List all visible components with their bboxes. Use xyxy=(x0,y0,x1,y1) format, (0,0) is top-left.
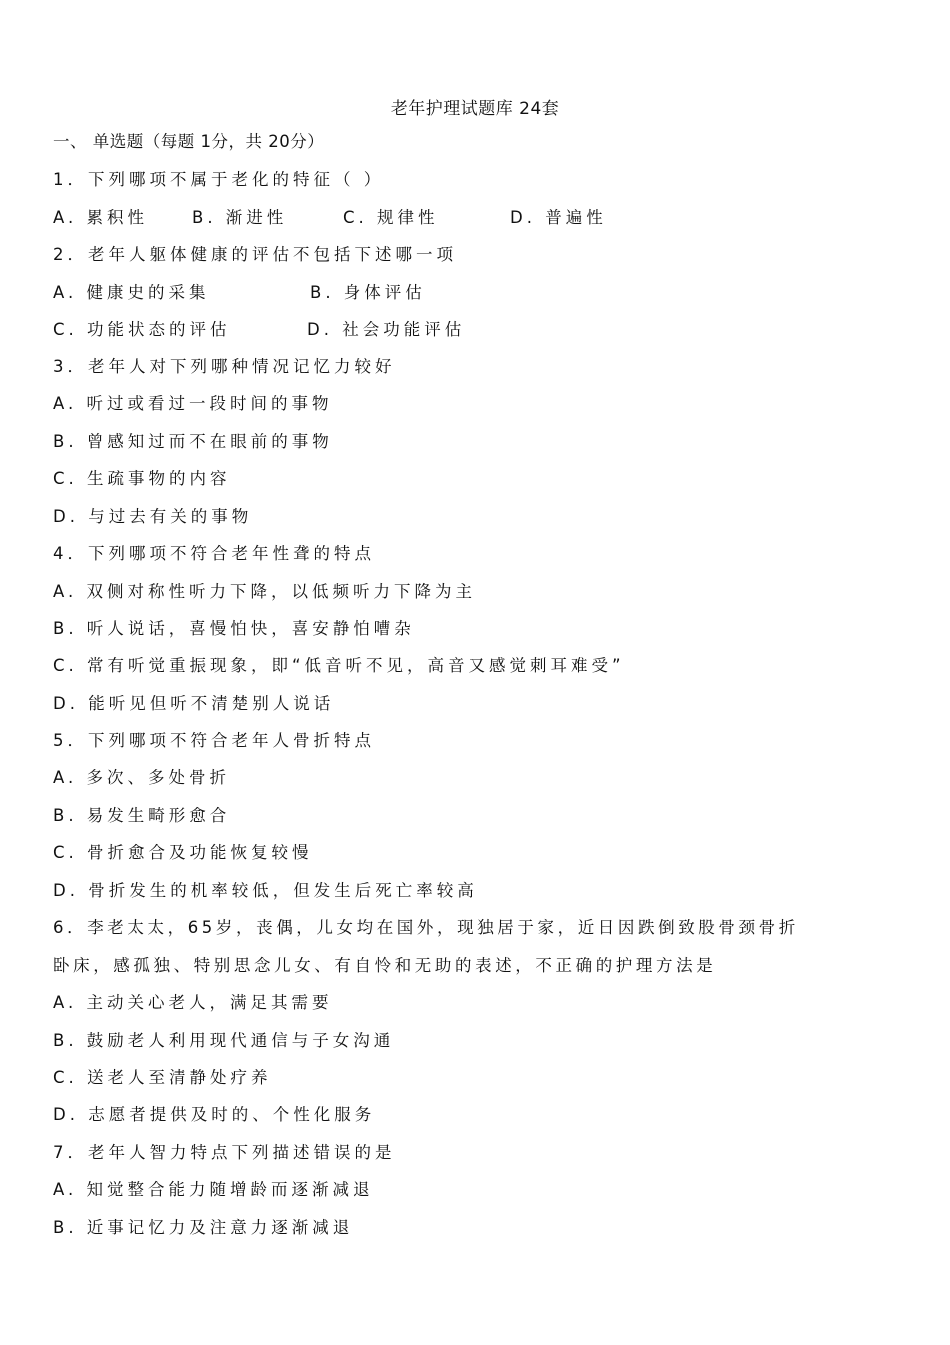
question-7-stem: 7．老年人智力特点下列描述错误的是 xyxy=(53,1143,396,1162)
question-5-option-d: D. 骨折发生的机率较低，但发生后死亡率较高 xyxy=(53,881,478,900)
question-3-option-d: D. 与过去有关的事物 xyxy=(53,507,253,526)
question-5-option-a: A. 多次、多处骨折 xyxy=(53,768,230,787)
question-6-option-c: C. 送老人至清静处疗养 xyxy=(53,1068,272,1087)
question-1-option-c: C. 规律性 xyxy=(343,208,439,227)
question-1-option-a: A. 累积性 xyxy=(53,208,148,227)
question-7-option-b: B. 近事记忆力及注意力逐渐减退 xyxy=(53,1218,354,1237)
question-4-stem: 4．下列哪项不符合老年性聋的特点 xyxy=(53,544,375,563)
question-6-option-a: A. 主动关心老人，满足其需要 xyxy=(53,993,333,1012)
document-title: 老年护理试题库 24套 xyxy=(390,99,560,119)
question-2-option-a: A. 健康史的采集 xyxy=(53,283,210,302)
question-2-option-b: B. 身体评估 xyxy=(310,283,426,302)
question-6-stem-line-2: 卧床，感孤独、特别思念儿女、有自怜和无助的表述，不正确的护理方法是 xyxy=(53,956,717,975)
question-7-option-a: A. 知觉整合能力随增龄而逐渐减退 xyxy=(53,1180,374,1199)
question-6-option-d: D. 志愿者提供及时的、个性化服务 xyxy=(53,1105,376,1124)
question-3-stem: 3．老年人对下列哪种情况记忆力较好 xyxy=(53,357,396,376)
question-4-option-a: A. 双侧对称性听力下降，以低频听力下降为主 xyxy=(53,582,476,601)
question-2-option-c: C. 功能状态的评估 xyxy=(53,320,231,339)
question-3-option-a: A. 听过或看过一段时间的事物 xyxy=(53,394,333,413)
question-1-option-d: D. 普遍性 xyxy=(510,208,607,227)
question-5-stem: 5．下列哪项不符合老年人骨折特点 xyxy=(53,731,375,750)
question-2-stem: 2．老年人躯体健康的评估不包括下述哪一项 xyxy=(53,245,457,264)
section-heading: 一、 单选题（每题 1分，共 20分） xyxy=(53,132,325,151)
question-6-stem-line-1: 6．李老太太，65岁，丧偶，儿女均在国外，现独居于家，近日因跌倒致股骨颈骨折 xyxy=(53,918,799,937)
question-6-option-b: B. 鼓励老人利用现代通信与子女沟通 xyxy=(53,1031,395,1050)
question-4-option-c: C. 常有听觉重振现象，即“低音听不见，高音又感觉刺耳难受” xyxy=(53,656,625,675)
question-1-stem: 1．下列哪项不属于老化的特征（ ） xyxy=(53,170,385,189)
question-1-option-b: B. 渐进性 xyxy=(192,208,288,227)
question-5-option-b: B. 易发生畸形愈合 xyxy=(53,806,231,825)
question-5-option-c: C. 骨折愈合及功能恢复较慢 xyxy=(53,843,313,862)
question-4-option-d: D. 能听见但听不清楚别人说话 xyxy=(53,694,335,713)
question-2-option-d: D. 社会功能评估 xyxy=(307,320,466,339)
question-3-option-c: C. 生疏事物的内容 xyxy=(53,469,231,488)
question-4-option-b: B. 听人说话，喜慢怕快，喜安静怕嘈杂 xyxy=(53,619,415,638)
question-3-option-b: B. 曾感知过而不在眼前的事物 xyxy=(53,432,333,451)
